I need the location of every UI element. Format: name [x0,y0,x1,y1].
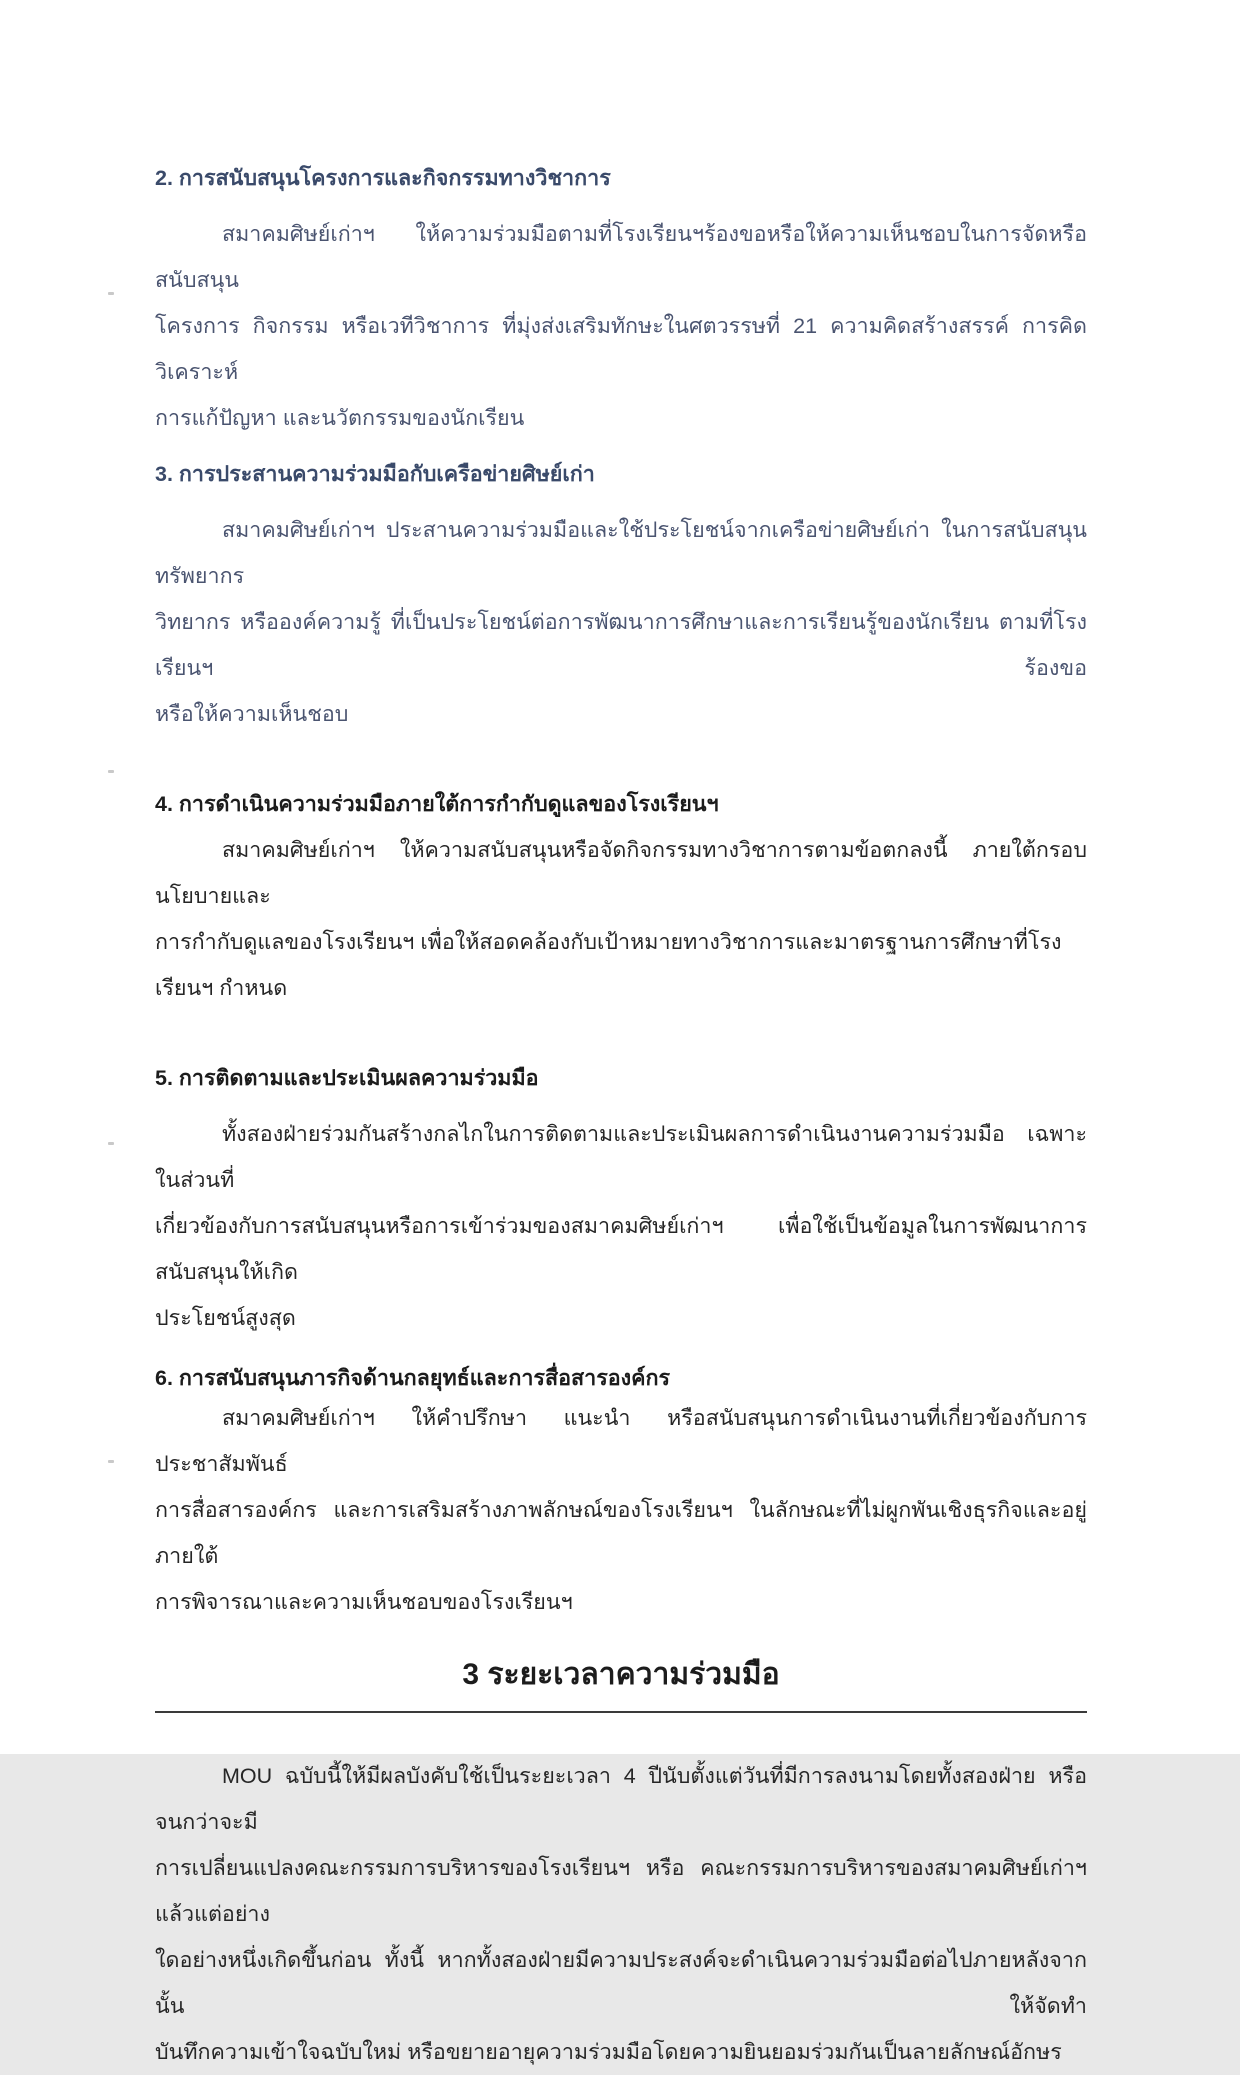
section-heading-3: 3. การประสานความร่วมมือกับเครือข่ายศิษย์เก่า [155,462,595,486]
chapter-heading-duration: 3 ระยะเวลาความร่วมมือ [462,1658,780,1691]
paragraph-line: โครงการ กิจกรรม หรือเวทีวิชาการ ที่มุ่งส่งเสริมทักษะในศตวรรษที่ 21 ความคิดสร้างสรรค์ การคิดวิเคราะห์ [155,314,1087,384]
section-paragraph-4 [155,827,1087,1011]
paragraph-line: MOU ฉบับนี้ให้มีผลบังคับใช้เป็นระยะเวลา 4 ปีนับตั้งแต่วันที่มีการลงนามโดยทั้งสองฝ่าย หรือจนกว่าจะมี [155,1764,1087,1834]
divider-rule [155,1711,1087,1713]
scan-artifact [108,1142,114,1145]
section-paragraph-3 [155,507,1087,737]
paragraph-line: ใดอย่างหนึ่งเกิดขึ้นก่อน ทั้งนี้ หากทั้งสองฝ่ายมีความประสงค์จะดำเนินความร่วมมือต่อไปภายหลังจากนั้น ให้จัดทำ [155,1948,1087,2018]
section-heading-5: 5. การติดตามและประเมินผลความร่วมมือ [155,1066,539,1090]
paragraph-line: การสื่อสารองค์กร และการเสริมสร้างภาพลักษณ์ของโรงเรียนฯ ในลักษณะที่ไม่ผูกพันเชิงธุรกิจและอยู่ภายใต้ [155,1498,1087,1568]
section-heading-4: 4. การดำเนินความร่วมมือภายใต้การกำกับดูแลของโรงเรียนฯ [155,792,719,816]
closing-paragraph [155,1753,1087,2075]
paragraph-line: ประโยชน์สูงสุด [155,1306,296,1330]
paragraph-line: เกี่ยวข้องกับการสนับสนุนหรือการเข้าร่วมของสมาคมศิษย์เก่าฯ เพื่อใช้เป็นข้อมูลในการพัฒนาการสนับสนุนให้เกิด [155,1214,1087,1284]
paragraph-line: สมาคมศิษย์เก่าฯ ให้ความร่วมมือตามที่โรงเรียนฯร้องขอหรือให้ความเห็นชอบในการจัดหรือสนับสนุน [155,222,1087,292]
scan-artifact [108,770,114,773]
paragraph-line: บันทึกความเข้าใจฉบับใหม่ หรือขยายอายุความร่วมมือโดยความยินยอมร่วมกันเป็นลายลักษณ์อักษร [155,2040,1062,2064]
section-paragraph-5 [155,1111,1087,1341]
paragraph-line: สมาคมศิษย์เก่าฯ ประสานความร่วมมือและใช้ประโยชน์จากเครือข่ายศิษย์เก่า ในการสนับสนุนทรัพยากร [155,518,1087,588]
scan-artifact [108,1460,114,1463]
document-content [155,155,1087,2075]
paragraph-line: การพิจารณาและความเห็นชอบของโรงเรียนฯ [155,1590,573,1614]
section-paragraph-6 [155,1395,1087,1625]
paragraph-line: สมาคมศิษย์เก่าฯ ให้คำปรึกษา แนะนำ หรือสนับสนุนการดำเนินงานที่เกี่ยวข้องกับการประชาสัมพันธ์ [155,1406,1087,1476]
paragraph-line: การแก้ปัญหา และนวัตกรรมของนักเรียน [155,406,525,430]
paragraph-line: การกำกับดูแลของโรงเรียนฯ เพื่อให้สอดคล้องกับเป้าหมายทางวิชาการและมาตรฐานการศึกษาที่โรงเรียนฯ กำหนด [155,930,1062,1000]
section-heading-6: 6. การสนับสนุนภารกิจด้านกลยุทธ์และการสื่อสารองค์กร [155,1366,671,1390]
paragraph-line: การเปลี่ยนแปลงคณะกรรมการบริหารของโรงเรียนฯ หรือ คณะกรรมการบริหารของสมาคมศิษย์เก่าฯ แล้วแต่อย่าง [155,1856,1087,1926]
scan-artifact [108,292,114,295]
paragraph-line: หรือให้ความเห็นชอบ [155,702,349,726]
paragraph-line: วิทยากร หรือองค์ความรู้ ที่เป็นประโยชน์ต่อการพัฒนาการศึกษาและการเรียนรู้ของนักเรียน ตามที่โรงเรียนฯ ร้องขอ [155,610,1087,680]
paragraph-line: สมาคมศิษย์เก่าฯ ให้ความสนับสนุนหรือจัดกิจกรรมทางวิชาการตามข้อตกลงนี้ ภายใต้กรอบนโยบายและ [155,838,1087,908]
paragraph-line: ทั้งสองฝ่ายร่วมกันสร้างกลไกในการติดตามและประเมินผลการดำเนินงานความร่วมมือ เฉพาะในส่วนที่ [155,1122,1087,1192]
section-paragraph-2 [155,211,1087,441]
section-heading-2: 2. การสนับสนุนโครงการและกิจกรรมทางวิชาการ [155,166,611,190]
